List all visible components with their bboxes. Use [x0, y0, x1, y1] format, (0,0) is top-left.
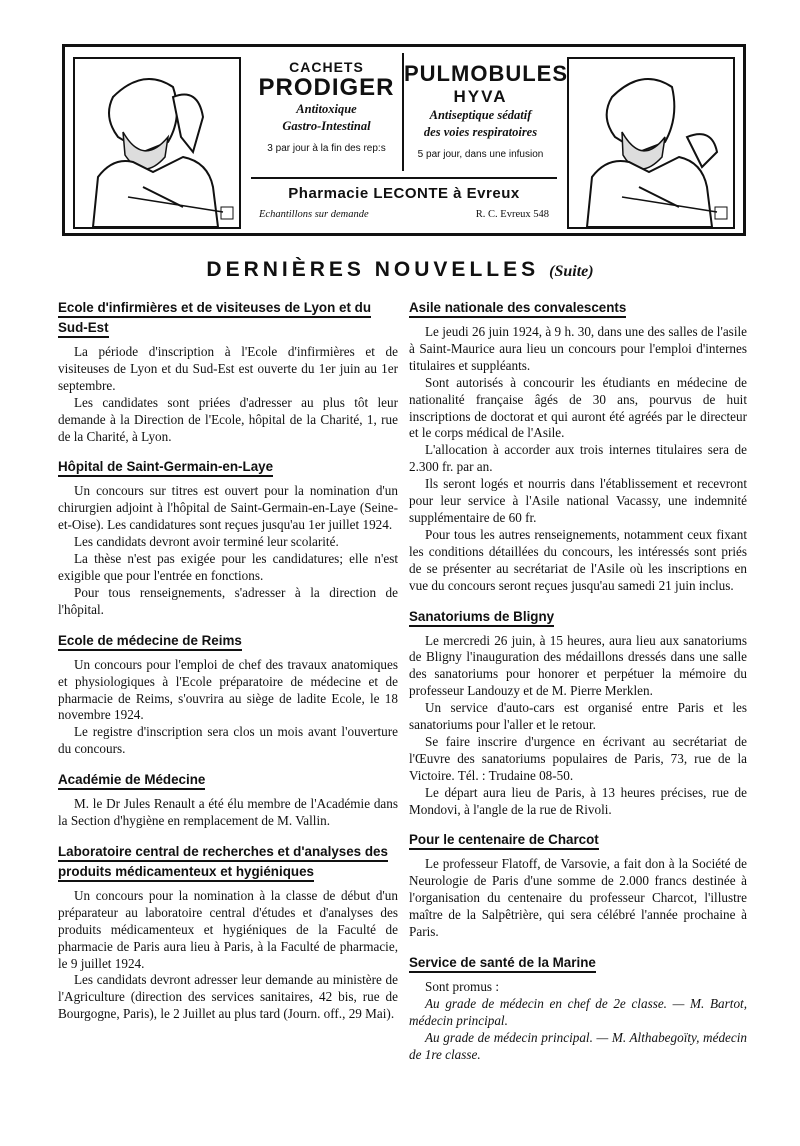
section-paragraph: Les candidats devront adresser leur demande au ministère de l'Agriculture (direction des services sanitaires, 42 bis, rue de Bourgogne, Paris), le 2 Juillet au plus tard (Journ. off., 29 Mai). [58, 972, 398, 1022]
section-paragraph: Au grade de médecin en chef de 2e classe. — M. Bartot, médecin principal. [409, 995, 747, 1028]
section-paragraph: Au grade de médecin principal. — M. Althabegoïty, médecin de 1re classe. [409, 1029, 747, 1062]
advertisement-banner [62, 44, 746, 236]
section-paragraph: Sont promus : [425, 979, 500, 994]
page-title-suffix: (Suite) [549, 263, 594, 280]
section-heading: Laboratoire central de recherches et d'analyses des produits médicamenteux et hygiéniques [58, 844, 388, 882]
section-paragraph: La thèse n'est pas exigée pour les candidatures; elle n'est exigible que pour l'entrée en fonctions. [58, 551, 398, 583]
section-heading: Service de santé de la Marine [409, 955, 596, 973]
ad-dosage: 5 par jour, dans une infusion [417, 149, 544, 160]
section-heading: Ecole de médecine de Reims [58, 633, 242, 651]
news-section-reims [58, 631, 398, 758]
ad-product-pulmobules [404, 53, 568, 171]
doctor-illustration-right [567, 57, 735, 229]
ad-footer [259, 209, 549, 220]
ad-pharmacy-name: Pharmacie LECONTE à Evreux [288, 185, 520, 202]
ad-description-line: Antitoxique [296, 102, 357, 116]
news-section-asile [409, 298, 747, 595]
section-paragraph: Les candidates sont priées d'adresser au plus tôt leur demande à la Direction de l'Ecole, hôpital de la Charité, 1, rue de la Charité, à Lyon. [58, 394, 398, 444]
section-paragraph: Le départ aura lieu de Paris, à 13 heures précises, rue de Mondovi, à l'angle de la rue de Rivoli. [409, 784, 747, 817]
section-paragraph: Le jeudi 26 juin 1924, à 9 h. 30, dans une des salles de l'asile à Saint-Maurice aura lieu un concours pour l'emploi d'internes titulaires et suppléants. [409, 324, 747, 373]
ad-brand-subtitle: HYVA [453, 87, 508, 106]
ad-registration: R. C. Evreux 548 [475, 209, 549, 220]
ad-dosage: 3 par jour à la fin des rep:s [267, 143, 386, 154]
ad-kicker: CACHETS [289, 59, 364, 75]
section-paragraph: Sont autorisés à concourir les étudiants en médecine de nationalité française âgés de 30 ans, pourvus de huit inscriptions de doctorat et qui auront été agréés par le directeur et le corps médical de l'Asile. [409, 374, 747, 441]
section-heading: Hôpital de Saint-Germain-en-Laye [58, 459, 273, 477]
news-section-charcot [409, 830, 747, 941]
section-paragraph: Pour tous les autres renseignements, notamment ceux fixant les conditions détaillées du concours, les intéressés sont priés de se présenter au secrétariat de l'Asile où les inscriptions en vue du concours seront reçues jusqu'au samedi 21 juin inclus. [409, 526, 747, 593]
doctor-illustration-left [73, 57, 241, 229]
section-paragraph: Un concours pour la nomination à la classe de début d'un préparateur au laboratoire central d'études et d'analyses des produits médicamenteux et hygiéniques de la Faculté de pharmacie de Paris aura lieu à Paris, à la Faculté de pharmacie, le 9 juillet 1924. [58, 887, 398, 971]
section-paragraph: Ils seront logés et nourris dans l'établissement et recevront pour leur service à l'Asile national Vacassy, une indemnité supplémentaire de 60 fr. [409, 476, 747, 525]
section-paragraph: Se faire inscrire d'urgence en écrivant au secrétariat de l'Œuvre des sanatoriums populaires de Paris, 73, rue de la Victoire. Tél. : Trudaine 08-50. [409, 733, 747, 783]
ad-description-line: Gastro-Intestinal [282, 119, 371, 133]
ad-description-line: Antiseptique sédatif [429, 108, 532, 122]
section-paragraph: Le professeur Flatoff, de Varsovie, a fait don à la Société de Neurologie de Paris d'une somme de 2.000 francs destinée à l'organisation du centenaire du professeur Charcot, l'illustre maître de la Salpêtrière, qui sera célébré l'année prochaine à Paris. [409, 856, 747, 940]
section-heading: Sanatoriums de Bligny [409, 609, 554, 627]
news-section-saint-germain [58, 457, 398, 618]
page-title-text: DERNIÈRES NOUVELLES [206, 258, 540, 281]
section-paragraph: Les candidats devront avoir terminé leur scolarité. [74, 534, 339, 550]
news-section-lyon [58, 298, 398, 445]
advertisement-text [251, 53, 568, 227]
section-heading: Ecole d'infirmières et de visiteuses de Lyon et du Sud-Est [58, 300, 371, 338]
news-section-bligny [409, 607, 747, 819]
section-paragraph: Pour tous renseignements, s'adresser à la direction de l'hôpital. [58, 584, 398, 617]
page-title [0, 258, 800, 282]
ad-brand-name: PULMOBULES [404, 61, 568, 86]
ad-brand-name: PRODIGER [258, 74, 395, 101]
ad-samples-note: Echantillons sur demande [259, 209, 369, 220]
section-paragraph: La période d'inscription à l'Ecole d'infirmières et de visiteuses de Lyon et du Sud-Est est ouverte du 1er juin au 1er septembre. [58, 344, 398, 393]
section-heading: Pour le centenaire de Charcot [409, 832, 599, 850]
section-paragraph: L'allocation à accorder aux trois internes titulaires sera de 2.300 fr. par an. [409, 442, 747, 475]
left-column [58, 298, 398, 1035]
news-section-laboratoire [58, 842, 398, 1023]
section-paragraph: Un service d'auto-cars est organisé entre Paris et les sanatoriums pour l'aller et le retour. [409, 700, 747, 733]
ad-description-line: des voies respiratoires [423, 125, 538, 139]
section-heading: Académie de Médecine [58, 772, 205, 790]
ad-product-prodiger [251, 53, 404, 171]
section-heading: Asile nationale des convalescents [409, 300, 626, 318]
news-section-marine [409, 953, 747, 1064]
section-paragraph: Le registre d'inscription sera clos un mois avant l'ouverture du concours. [58, 724, 398, 757]
section-paragraph: Un concours pour l'emploi de chef des travaux anatomiques et physiologiques à l'Ecole préparatoire de médecine et de pharmacie de Reims, s'ouvrira au siège de ladite Ecole, le 18 novembre 1924. [58, 656, 398, 723]
ad-divider [251, 177, 557, 179]
news-section-academie [58, 770, 398, 830]
section-paragraph: Un concours sur titres est ouvert pour la nomination d'un chirurgien adjoint à l'hôpital de Saint-Germain-en-Laye (Seine-et-Oise). Les candidatures sont reçues jusqu'au 1er juillet 1924. [58, 483, 398, 533]
section-paragraph: M. le Dr Jules Renault a été élu membre de l'Académie dans la Section d'hygiène en remplacement de M. Vallin. [58, 796, 398, 829]
section-paragraph: Le mercredi 26 juin, à 15 heures, aura lieu aux sanatoriums de Bligny l'inauguration des médaillons dressés dans une salle des sanatoriums pour honorer et perpétuer la mémoire du professeur Landouzy et de M. Pierre Merklen. [409, 632, 747, 699]
right-column [409, 298, 747, 1076]
